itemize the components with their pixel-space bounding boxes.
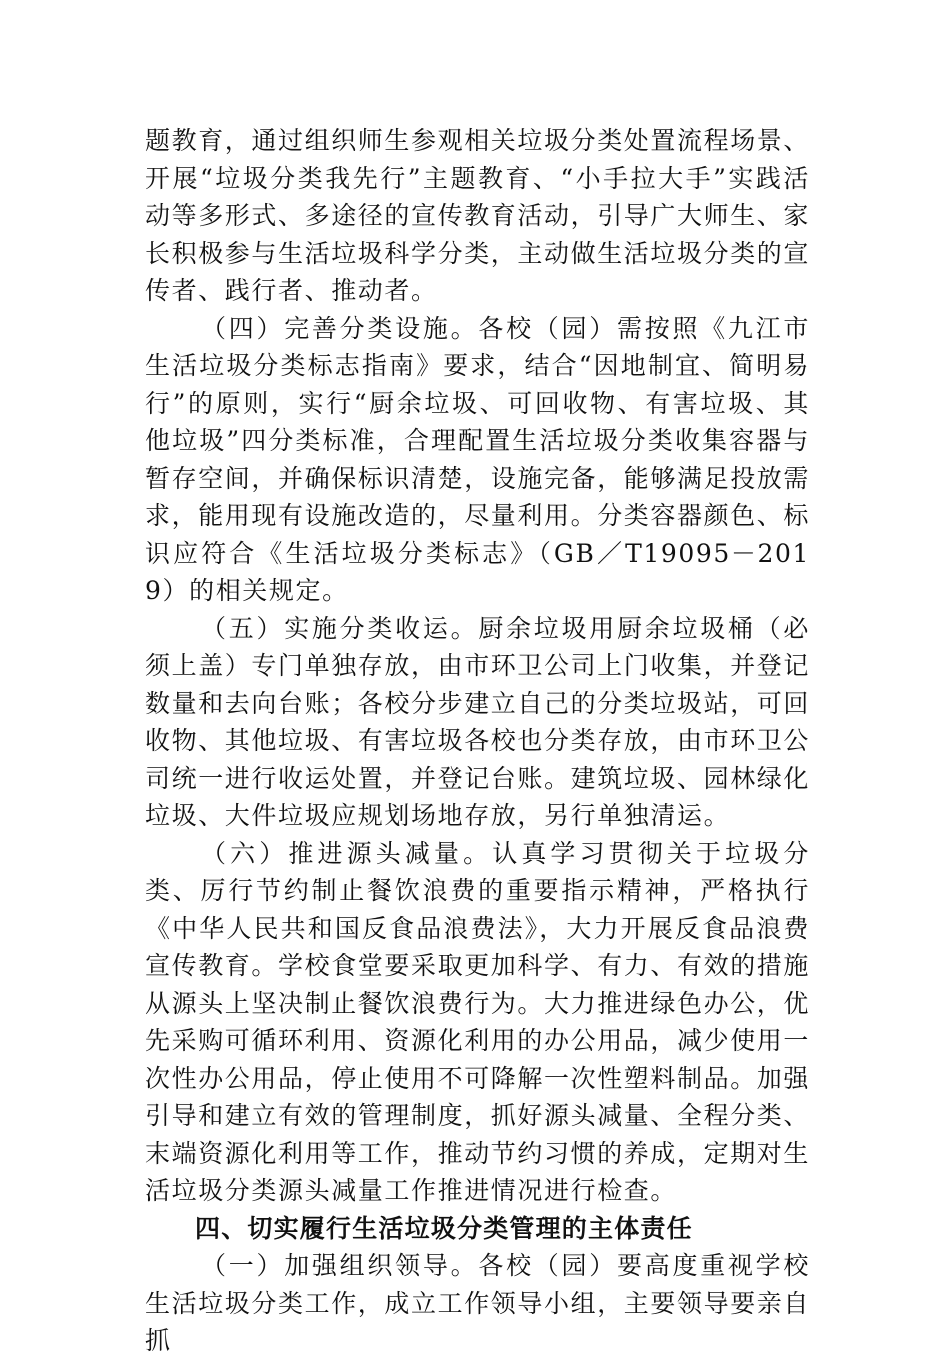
paragraph-improve-facilities: （四）完善分类设施。各校（园）需按照《九江市生活垃圾分类标志指南》要求，结合“因地制宜、简明易行”的原则，实行“厨余垃圾、可回收物、有害垃圾、其他垃圾”四分类标准，合理配置生活垃圾分类收集容器与暂存空间，并确保标识清楚，设施完备，能够满足投放需求，能用现有设施改造的，尽量利用。分类容器颜色、标识应符合《生活垃圾分类标志》（GB／T19095－2019）的相关规定。	[145, 313, 811, 605]
paragraph-continuation: 题教育，通过组织师生参观相关垃圾分类处置流程场景、开展“垃圾分类我先行”主题教育、“小手拉大手”实践活动等多形式、多途径的宣传教育活动，引导广大师生、家长积极参与生活垃圾科学分类，主动做生活垃圾分类的宣传者、践行者、推动者。	[145, 126, 811, 305]
paragraph-source-reduction: （六）推进源头减量。认真学习贯彻关于垃圾分类、厉行节约制止餐饮浪费的重要指示精神，严格执行《中华人民共和国反食品浪费法》，大力开展反食品浪费宣传教育。学校食堂要采取更加科学、有力、有效的措施从源头上坚决制止餐饮浪费行为。大力推进绿色办公，优先采购可循环利用、资源化利用的办公用品，减少使用一次性办公用品，停止使用不可降解一次性塑料制品。加强引导和建立有效的管理制度，抓好源头减量、全程分类、末端资源化利用等工作，推动节约习惯的养成，定期对生活垃圾分类源头减量工作推进情况进行检查。	[145, 838, 811, 1205]
paragraph-organization-leadership: （一）加强组织领导。各校（园）要高度重视学校生活垃圾分类工作，成立工作领导小组，主要领导要亲自抓	[145, 1251, 811, 1355]
paragraph-classified-collection: （五）实施分类收运。厨余垃圾用厨余垃圾桶（必须上盖）专门单独存放，由市环卫公司上门收集，并登记数量和去向台账；各校分步建立自己的分类垃圾站，可回收物、其他垃圾、有害垃圾各校也分类存放，由市环卫公司统一进行收运处置，并登记台账。建筑垃圾、园林绿化垃圾、大件垃圾应规划场地存放，另行单独清运。	[145, 613, 811, 830]
document-body	[145, 122, 810, 1360]
section-heading: 四、切实履行生活垃圾分类管理的主体责任	[195, 1213, 693, 1243]
